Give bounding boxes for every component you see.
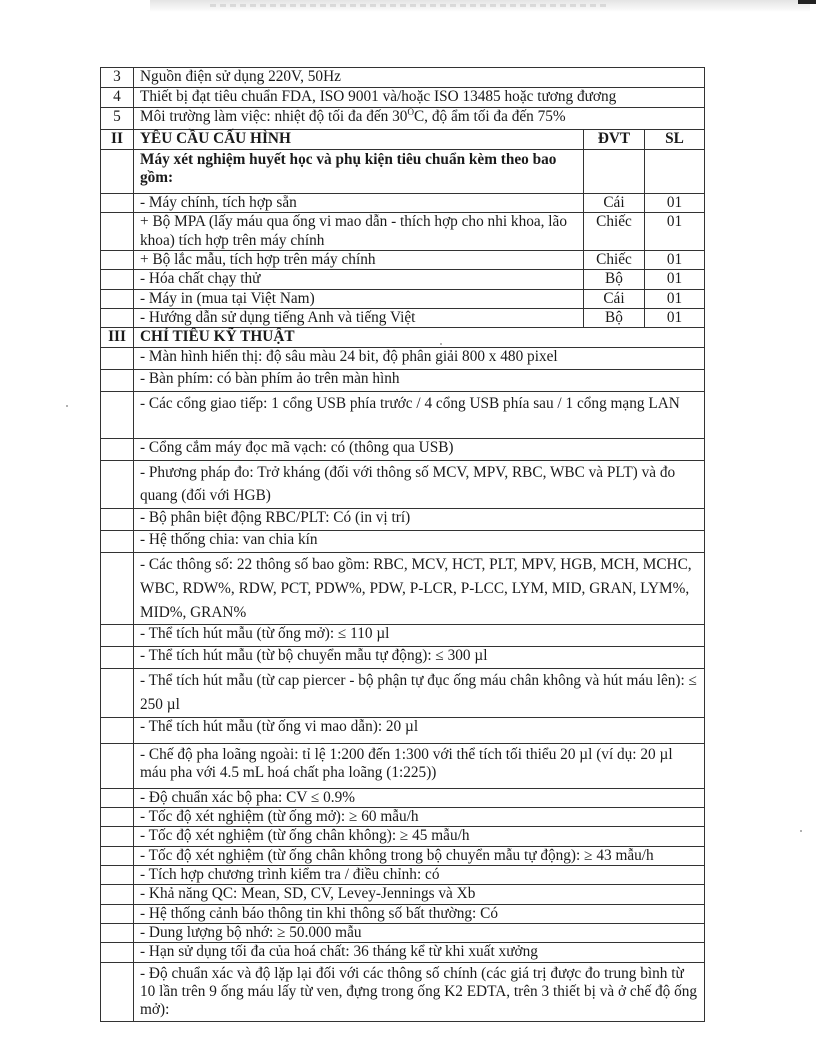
item-unit: Chiếc (583, 213, 644, 251)
section-number: II (101, 130, 134, 150)
spec-text: - Tốc độ xét nghiệm (từ ống chân không trong bộ chuyển mẫu tự động): ≥ 43 mẫu/h (134, 846, 705, 865)
superscript-degree: O (407, 106, 414, 117)
spec-text: - Thể tích hút mẫu (từ ống vi mao dẫn): 20 µl (134, 717, 705, 743)
config-item-row (101, 309, 705, 328)
spec-text: - Độ chuẩn xác bộ pha: CV ≤ 0.9% (134, 788, 705, 807)
section-title: YÊU CẦU CẤU HÌNH (134, 130, 584, 150)
spec-text: - Tốc độ xét nghiệm (từ ống chân không): ≥ 45 mẫu/h (134, 827, 705, 846)
spec-row (101, 531, 705, 553)
spec-text: - Hạn sử dụng tối đa của hoá chất: 36 tháng kể từ khi xuất xưởng (134, 943, 705, 962)
spec-row (101, 866, 705, 885)
item-qty: 01 (644, 213, 704, 251)
table-row (101, 68, 705, 88)
spec-text: - Bàn phím: có bàn phím ảo trên màn hình (134, 369, 705, 391)
spec-row (101, 669, 705, 717)
spec-text: - Tích hợp chương trình kiểm tra / điều chỉnh: có (134, 866, 705, 885)
spec-text: - Màn hình hiển thị: độ sâu màu 24 bit, độ phân giải 800 x 480 pixel (134, 347, 705, 369)
spec-row (101, 904, 705, 923)
item-unit: Cái (583, 194, 644, 213)
spec-text: - Khả năng QC: Mean, SD, CV, Levey-Jennings và Xb (134, 885, 705, 904)
spec-text: - Chế độ pha loãng ngoài: tỉ lệ 1:200 đến 1:300 với thể tích tối thiểu 20 µl (ví dụ: 20 µl máu pha với 4.5 mL hoá chất pha loãng (1:225)) (134, 743, 705, 788)
spec-row (101, 438, 705, 460)
item-qty: 01 (644, 289, 704, 308)
row-text: Nguồn điện sử dụng 220V, 50Hz (134, 68, 705, 88)
spec-text: - Thể tích hút mẫu (từ cap piercer - bộ phận tự đục ống máu chân không và hút máu lên): ≤ 250 µl (134, 669, 705, 717)
item-unit: Cái (583, 289, 644, 308)
illegible-header-text (210, 4, 610, 7)
spec-row (101, 808, 705, 827)
spec-row (101, 460, 705, 508)
item-text: - Máy in (mua tại Việt Nam) (134, 289, 584, 308)
row-text (134, 108, 705, 130)
row-number: 5 (101, 108, 134, 130)
spec-row (101, 391, 705, 438)
item-qty: 01 (644, 251, 704, 270)
spec-text: - Hệ thống chia: van chia kín (134, 531, 705, 553)
spec-row (101, 962, 705, 1021)
section-title: CHỈ TIÊU KỸ THUẬT (134, 328, 705, 347)
item-text: + Bộ MPA (lấy máu qua ống vi mao dẫn - thích hợp cho nhi khoa, lão khoa) tích hợp trên máy chính (134, 213, 584, 251)
table-row (101, 88, 705, 108)
spec-row (101, 717, 705, 743)
spec-text: - Bộ phân biệt động RBC/PLT: Có (in vị trí) (134, 509, 705, 531)
section-header-iii (101, 328, 705, 347)
item-qty: 01 (644, 194, 704, 213)
spec-text: - Hệ thống cảnh báo thông tin khi thông số bất thường: Có (134, 904, 705, 923)
item-qty: 01 (644, 309, 704, 328)
spec-text: - Cổng cắm máy đọc mã vạch: có (thông qua USB) (134, 438, 705, 460)
item-text: - Hóa chất chạy thử (134, 270, 584, 289)
item-unit: Bộ (583, 309, 644, 328)
spec-row (101, 509, 705, 531)
spec-text: - Thể tích hút mẫu (từ ống mở): ≤ 110 µl (134, 625, 705, 647)
specification-table (100, 67, 705, 1022)
item-unit: Bộ (583, 270, 644, 289)
table-row (101, 108, 705, 130)
spec-text: - Dung lượng bộ nhớ: ≥ 50.000 mẫu (134, 924, 705, 943)
item-unit: Chiếc (583, 251, 644, 270)
row-text: Thiết bị đạt tiêu chuẩn FDA, ISO 9001 và/hoặc ISO 13485 hoặc tương đương (134, 88, 705, 108)
scan-speck (66, 405, 68, 407)
spec-row (101, 924, 705, 943)
scan-bleed-header (150, 0, 810, 12)
spec-row (101, 788, 705, 807)
config-item-row (101, 194, 705, 213)
section-number: III (101, 328, 134, 347)
configuration-intro: Máy xét nghiệm huyết học và phụ kiện tiêu chuẩn kèm theo bao gồm: (134, 150, 584, 194)
spec-row (101, 827, 705, 846)
text-part: Môi trường làm việc: nhiệt độ tối đa đến 30 (140, 108, 408, 125)
spec-text: - Độ chuẩn xác và độ lặp lại đối với các thông số chính (các giá trị được đo trung bình từ 10 lần trên 9 ống máu lấy từ ven, đựng trong ống K2 EDTA, trên 3 thiết bị và ở chế độ ống mở): (134, 962, 705, 1021)
scan-corner-mark (798, 0, 816, 4)
spec-row (101, 347, 705, 369)
spec-text: - Phương pháp đo: Trở kháng (đối với thông số MCV, MPV, RBC, WBC và PLT) và đo quang (đối với HGB) (134, 460, 705, 508)
row-number: 4 (101, 88, 134, 108)
item-text: - Hướng dẫn sử dụng tiếng Anh và tiếng Việt (134, 309, 584, 328)
spec-text: - Các cổng giao tiếp: 1 cổng USB phía trước / 4 cổng USB phía sau / 1 cổng mạng LAN (134, 391, 705, 438)
spec-row (101, 553, 705, 625)
spec-row (101, 369, 705, 391)
item-text: + Bộ lắc mẫu, tích hợp trên máy chính (134, 251, 584, 270)
spec-row (101, 885, 705, 904)
config-item-row (101, 289, 705, 308)
config-item-row (101, 251, 705, 270)
scan-speck (800, 830, 802, 832)
config-item-row (101, 213, 705, 251)
spec-row (101, 743, 705, 788)
spec-text: - Thể tích hút mẫu (từ bộ chuyển mẫu tự động): ≤ 300 µl (134, 647, 705, 669)
table-row (101, 150, 705, 194)
spec-text: - Tốc độ xét nghiệm (từ ống mở): ≥ 60 mẫu/h (134, 808, 705, 827)
unit-column-header: ĐVT (583, 130, 644, 150)
item-text: - Máy chính, tích hợp sẵn (134, 194, 584, 213)
section-header-ii (101, 130, 705, 150)
spec-row (101, 943, 705, 962)
config-item-row (101, 270, 705, 289)
spec-text: - Các thông số: 22 thông số bao gồm: RBC, MCV, HCT, PLT, MPV, HGB, MCH, MCHC, WBC, RDW%, RDW, PCT, PDW%, PDW, P-LCR, P-LCC, LYM, MID, GRAN, LYM%, MID%, GRAN% (134, 553, 705, 625)
text-part: C, độ ẩm tối đa đến 75% (413, 108, 566, 125)
row-number: 3 (101, 68, 134, 88)
spec-row (101, 625, 705, 647)
quantity-column-header: SL (644, 130, 704, 150)
spec-row (101, 647, 705, 669)
spec-row (101, 846, 705, 865)
item-qty: 01 (644, 270, 704, 289)
